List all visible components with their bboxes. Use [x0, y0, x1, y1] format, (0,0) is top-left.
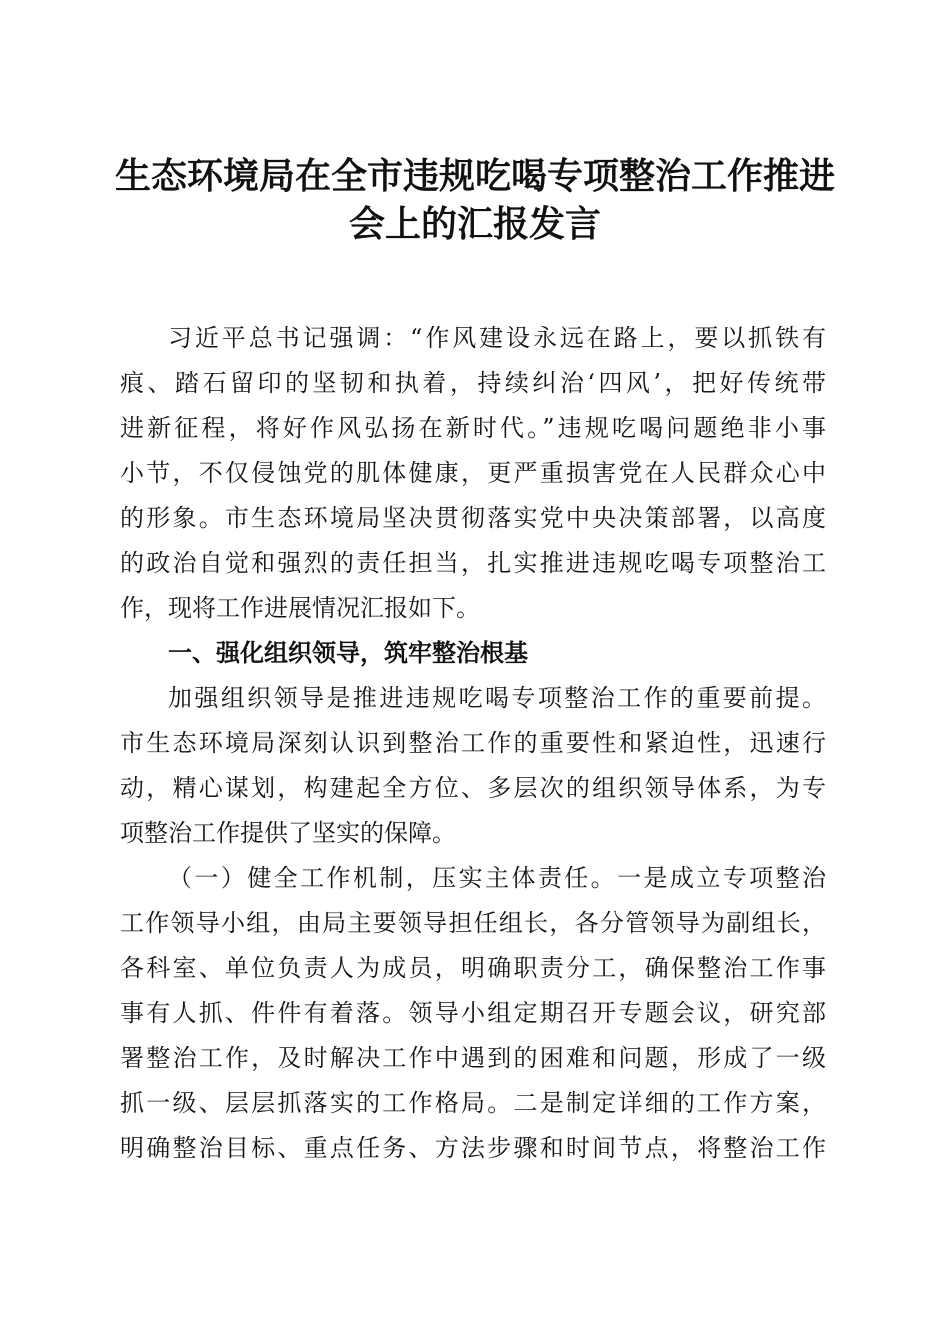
paragraph-3-line: （一）健全工作机制，压实主体责任。一是成立专项整治 [168, 864, 826, 892]
paragraph-1-line: 痕、踏石留印的坚韧和执着，持续纠治‘四风’，把好传统带 [120, 369, 826, 397]
paragraph-3-line: 各科室、单位负责人为成员，明确职责分工，确保整治工作事 [120, 954, 826, 982]
paragraph-1-line: 的政治自觉和强烈的责任担当，扎实推进违规吃喝专项整治工 [120, 549, 826, 577]
paragraph-1-line: 小节，不仅侵蚀党的肌体健康，更严重损害党在人民群众心中 [120, 459, 826, 487]
paragraph-3-line: 事有人抓、件件有着落。领导小组定期召开专题会议，研究部 [120, 999, 826, 1027]
document-title-line-2: 会上的汇报发言 [348, 203, 601, 245]
paragraph-1-line: 作，现将工作进展情况汇报如下。 [120, 594, 480, 622]
paragraph-2-line: 项整治工作提供了坚实的保障。 [120, 819, 456, 847]
paragraph-3-line: 工作领导小组，由局主要领导担任组长，各分管领导为副组长， [120, 909, 826, 937]
document-title-line-1: 生态环境局在全市违规吃喝专项整治工作推进 [114, 155, 835, 197]
paragraph-3-line: 抓一级、层层抓落实的工作格局。二是制定详细的工作方案， [120, 1089, 826, 1117]
paragraph-2-line: 市生态环境局深刻认识到整治工作的重要性和紧迫性，迅速行 [120, 729, 826, 757]
paragraph-1-line: 进新征程，将好作风弘扬在新时代。”违规吃喝问题绝非小事 [120, 414, 826, 442]
paragraph-3-line: 明确整治目标、重点任务、方法步骤和时间节点，将整治工作 [120, 1134, 826, 1162]
paragraph-3-line: 署整治工作，及时解决工作中遇到的困难和问题，形成了一级 [120, 1044, 826, 1072]
paragraph-2-line: 动，精心谋划，构建起全方位、多层次的组织领导体系，为专 [120, 774, 826, 802]
section-heading-1: 一、强化组织领导，筑牢整治根基 [168, 639, 528, 667]
paragraph-1-line: 习近平总书记强调：“作风建设永远在路上，要以抓铁有 [168, 324, 826, 352]
paragraph-2-line: 加强组织领导是推进违规吃喝专项整治工作的重要前提。 [168, 684, 826, 712]
paragraph-1-line: 的形象。市生态环境局坚决贯彻落实党中央决策部署，以高度 [120, 504, 826, 532]
